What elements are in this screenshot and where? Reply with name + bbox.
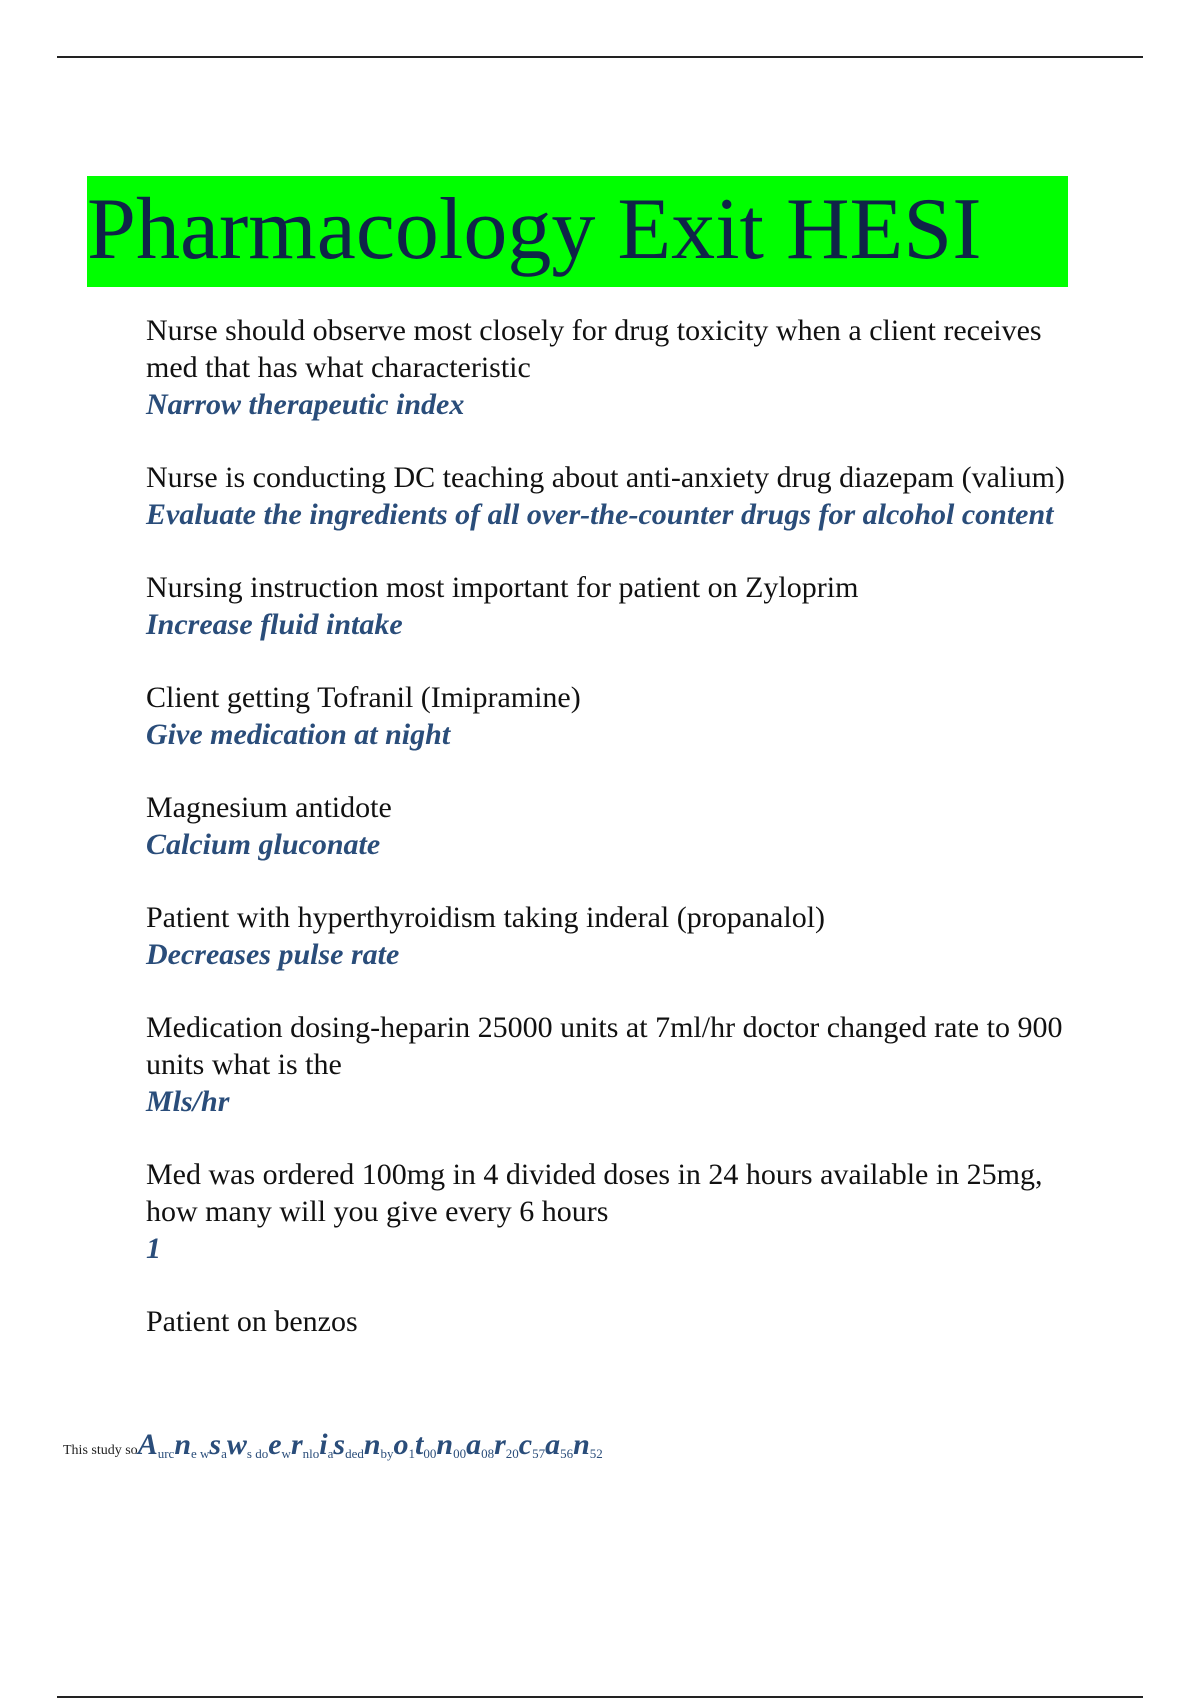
footer-glyph: w (226, 1428, 247, 1461)
question-text: Patient on benzos (146, 1305, 358, 1338)
answer-text: Calcium gluconate (146, 828, 381, 861)
answer-text: Decreases pulse rate (146, 938, 400, 971)
footer-glyph: n (573, 1428, 590, 1461)
qa-item (146, 569, 1076, 643)
footer-subscript: 08 (481, 1446, 495, 1461)
answer-text: Give medication at night (146, 718, 451, 751)
footer-subscript: w (281, 1446, 291, 1461)
footer-glyph: r (290, 1428, 303, 1461)
footer-prefix: This study so (63, 1443, 138, 1458)
qa-list (146, 312, 1076, 1340)
question-text: Med was ordered 100mg in 4 divided doses in 24 hours available in 25mg, how many will you give every 6 hours (146, 1158, 1043, 1228)
footer-glyph: t (415, 1428, 424, 1461)
footer-subscript: a (327, 1446, 334, 1461)
qa-item (146, 1156, 1076, 1267)
qa-item (146, 312, 1076, 423)
question-text: Nursing instruction most important for patient on Zyloprim (146, 571, 859, 604)
question-text: Client getting Tofranil (Imipramine) (146, 681, 581, 714)
footer-subscript: by (380, 1446, 394, 1461)
footer-subscript: 00 (423, 1446, 437, 1461)
qa-item (146, 459, 1076, 533)
footer-glyph: s (209, 1428, 222, 1461)
footer-glyph: n (363, 1428, 381, 1461)
footer-glyph: s (333, 1428, 346, 1461)
footer-subscript: 1 (408, 1446, 416, 1461)
footer-subscript: urc (157, 1446, 175, 1461)
qa-item (146, 679, 1076, 753)
answer-text: 1 (146, 1232, 161, 1265)
footer-glyph: A (137, 1428, 158, 1461)
footer-glyph: o (393, 1428, 409, 1461)
watermark-footer (63, 1428, 603, 1462)
document-title: Pharmacology Exit HESI (87, 181, 982, 278)
footer-glyph: n (174, 1428, 191, 1461)
top-divider (57, 56, 1143, 58)
footer-subscript: a (221, 1446, 227, 1461)
footer-subscript: 57 (532, 1446, 546, 1461)
footer-subscript: 56 (560, 1446, 574, 1461)
bottom-divider (57, 1696, 1143, 1698)
footer-subscript: 00 (453, 1446, 467, 1461)
qa-item (146, 789, 1076, 863)
question-text: Nurse should observe most closely for drug toxicity when a client receives med that has what characteristic (146, 314, 1042, 384)
footer-glyph: n (436, 1428, 454, 1461)
footer-glyph: e (268, 1428, 282, 1461)
question-text: Patient with hyperthyroidism taking inderal (propanalol) (146, 901, 826, 934)
footer-subscript: nlo (302, 1446, 320, 1461)
footer-subscript: 52 (589, 1446, 603, 1461)
qa-item (146, 899, 1076, 973)
footer-glyph: a (466, 1428, 482, 1461)
footer-glyph: c (518, 1428, 533, 1461)
answer-text: Mls/hr (146, 1085, 230, 1118)
answer-text: Narrow therapeutic index (146, 388, 465, 421)
question-text: Magnesium antidote (146, 791, 392, 824)
answer-text: Increase fluid intake (146, 608, 403, 641)
question-text: Medication dosing-heparin 25000 units at 7ml/hr doctor changed rate to 900 units what is the (146, 1011, 1063, 1081)
qa-item (146, 1009, 1076, 1120)
footer-subscript: e w (191, 1446, 210, 1461)
footer-glyph: a (545, 1428, 561, 1461)
footer-subscript: 20 (505, 1446, 519, 1461)
footer-subscript: s do (246, 1446, 269, 1461)
footer-glyph: r (494, 1428, 506, 1461)
title-highlight (87, 176, 1068, 287)
qa-item (146, 1303, 1076, 1340)
footer-glyph: i (319, 1428, 328, 1461)
question-text: Nurse is conducting DC teaching about anti-anxiety drug diazepam (valium) (146, 461, 1065, 494)
answer-text: Evaluate the ingredients of all over-the-counter drugs for alcohol content (146, 498, 1054, 531)
footer-overlay (137, 1428, 603, 1461)
footer-subscript: ded (345, 1446, 364, 1461)
